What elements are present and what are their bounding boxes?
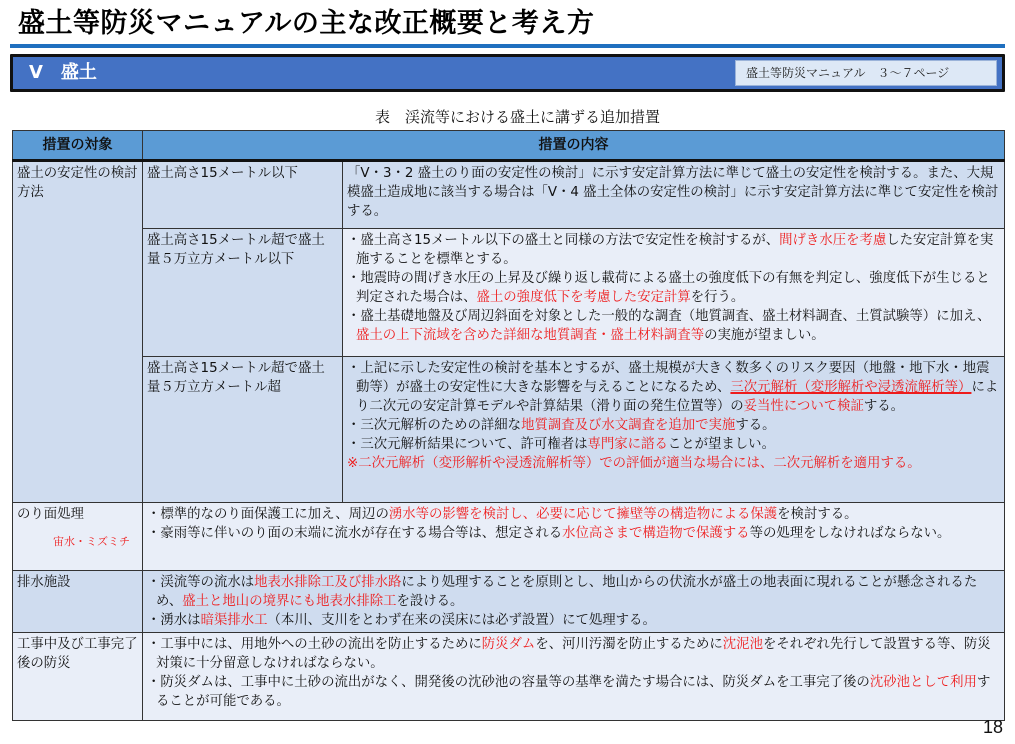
content-cell: 「Ⅴ・3・2 盛土のり面の安定性の検討」に示す安定計算方法に準じて盛土の安定性を検討する。また、大規模盛土造成地に該当する場合は「Ⅴ・4 盛土全体の安定性の検討」に示す安定計算方法に準じて安定性を検討する。 — [343, 161, 1005, 229]
section-label: Ⅴ 盛土 — [29, 62, 97, 83]
highlight-underlined-text: 三次元解析（変形解析や浸透流解析等） — [730, 380, 972, 395]
text: する。 — [863, 399, 905, 414]
highlight-text: 盛土の上下流域を含めた詳細な地質調査・盛土材料調査等 — [356, 328, 705, 343]
highlight-text: 地表水排除工及び排水路 — [254, 575, 402, 590]
highlight-text: 盛土と地山の境界にも地表水排除工 — [182, 594, 397, 609]
condition-cell: 盛土高さ15メートル以下 — [143, 161, 343, 229]
text: ・防災ダムは、工事中に土砂の流出がなく、開発後の沈砂池の容量等の基準を満たす場合には、防災ダムを工事完了後の — [147, 675, 870, 690]
text: の実施が望ましい。 — [704, 328, 825, 343]
table-row — [13, 633, 1005, 721]
table-row — [13, 161, 1005, 229]
title-divider — [10, 44, 1005, 48]
text: ・三次元解析結果について、許可権者は — [347, 437, 588, 452]
text: ・標準的なのり面保護工に加え、周辺の — [147, 507, 389, 522]
text: を、河川汚濁を防止するために — [535, 637, 723, 652]
table-row — [13, 229, 1005, 357]
text: （本川、支川をとわず在来の渓床には必ず設置）にて処理する。 — [267, 613, 656, 628]
highlight-text: 防災ダム — [481, 637, 536, 652]
text: により二次元の安定計算モデルや計算結果（滑り面の発生位置等）の — [356, 380, 999, 414]
page-number: 18 — [982, 717, 1003, 737]
note-text: ※二次元解析（変形解析や浸透流解析等）での評価が適当な場合には、二次元解析を適用する。 — [347, 456, 921, 471]
target-drainage: 排水施設 — [13, 571, 143, 633]
bullet-item — [147, 611, 1000, 630]
text: を設ける。 — [396, 594, 464, 609]
bullet-item — [147, 524, 1000, 543]
content-cell — [143, 503, 1005, 571]
text: を行う。 — [690, 290, 745, 305]
bullet-item — [147, 673, 1000, 711]
text: ・湧水は — [147, 613, 201, 628]
highlight-text: 妥当性について検証 — [743, 399, 864, 414]
highlight-text: 地質調査及び水文調査を追加で実施 — [521, 418, 736, 433]
target-label: のり面処理 — [17, 507, 84, 522]
highlight-text: 専門家に諮る — [587, 437, 668, 452]
content-cell — [343, 229, 1005, 357]
highlight-text: 水位高さまで構造物で保護する — [562, 526, 750, 541]
text: により処理することを原則とし、地山からの伏流水が盛土の地表面に現れることが懸念されるため、 — [156, 575, 978, 609]
text: ことが望ましい。 — [667, 437, 775, 452]
highlight-text: 沈砂池として利用 — [869, 675, 977, 690]
text: を検討する。 — [777, 507, 858, 522]
highlight-text: 間げき水圧を考慮 — [779, 233, 887, 248]
table-row — [13, 503, 1005, 571]
text: ・上記に示した安定性の検討を基本とするが、盛土規模が大きく数多くのリスク要因（地盤・地下水・地震動等）が盛土の安定性に大きな影響を与えることになるため、 — [347, 361, 990, 395]
target-stability: 盛土の安定性の検討方法 — [13, 161, 143, 503]
section-bar — [10, 54, 1005, 92]
content-cell — [343, 357, 1005, 503]
text: ・豪雨等に伴いのり面の末端に流水が存在する場合等は、想定される — [147, 526, 563, 541]
bullet-item — [347, 435, 1000, 454]
table-row — [13, 357, 1005, 503]
condition-cell: 盛土高さ15メートル超で盛土量５万立方メートル以下 — [143, 229, 343, 357]
highlight-text: 盛土の強度低下を考慮した安定計算 — [476, 290, 691, 305]
header-content: 措置の内容 — [143, 131, 1005, 161]
highlight-text: 暗渠排水工 — [200, 613, 268, 628]
table-caption: 表 渓流等における盛土に講ずる追加措置 — [374, 108, 660, 126]
highlight-text: 湧水等の影響を検討し、必要に応じて擁壁等の構造物による保護 — [388, 507, 778, 522]
table-row — [13, 571, 1005, 633]
measures-table — [12, 130, 1005, 721]
bullet-item — [347, 231, 1000, 269]
text: 等の処理をしなければならない。 — [749, 526, 951, 541]
text: ・渓流等の流水は — [147, 575, 255, 590]
target-slope — [13, 503, 143, 571]
bullet-item — [147, 635, 1000, 673]
text: ・地震時の間げき水圧の上昇及び繰り返し載荷による盛土の強度低下の有無を判定し、強度低下が生じると判定された場合は、 — [347, 271, 990, 305]
content-cell — [143, 633, 1005, 721]
text: をそれぞれ先行して設置する等、防災対策に十分留意しなければならない。 — [156, 637, 991, 671]
text: した安定計算を実施することを標準とする。 — [356, 233, 994, 267]
text: ・工事中には、用地外への土砂の流出を防止するために — [147, 637, 482, 652]
page-title: 盛土等防災マニュアルの主な改正概要と考え方 — [18, 8, 595, 39]
bullet-item — [347, 416, 1000, 435]
content-cell — [143, 571, 1005, 633]
text: ・盛土高さ15メートル以下の盛土と同様の方法で安定性を検討するが、 — [347, 233, 780, 248]
text: ・盛土基礎地盤及び周辺斜面を対象とした一般的な調査（地質調査、盛土材料調査、土質試験等）に加え、 — [347, 309, 991, 324]
handwritten-annotation: 宙水・ミズミチ — [53, 535, 130, 548]
bullet-item — [147, 573, 1000, 611]
text: ・三次元解析のための詳細な — [347, 418, 522, 433]
bullet-item — [347, 269, 1000, 307]
target-construction: 工事中及び工事完了後の防災 — [13, 633, 143, 721]
bullet-item — [147, 505, 1000, 524]
text: する。 — [735, 418, 776, 433]
header-target: 措置の対象 — [13, 131, 143, 161]
highlight-text: 沈泥池 — [722, 637, 763, 652]
condition-cell: 盛土高さ15メートル超で盛土量５万立方メートル超 — [143, 357, 343, 503]
text: することが可能である。 — [156, 675, 991, 709]
table-header-row — [13, 131, 1005, 161]
manual-reference: 盛土等防災マニュアル ３～７ページ — [735, 60, 997, 86]
bullet-item — [347, 307, 1000, 345]
bullet-item — [347, 359, 1000, 416]
